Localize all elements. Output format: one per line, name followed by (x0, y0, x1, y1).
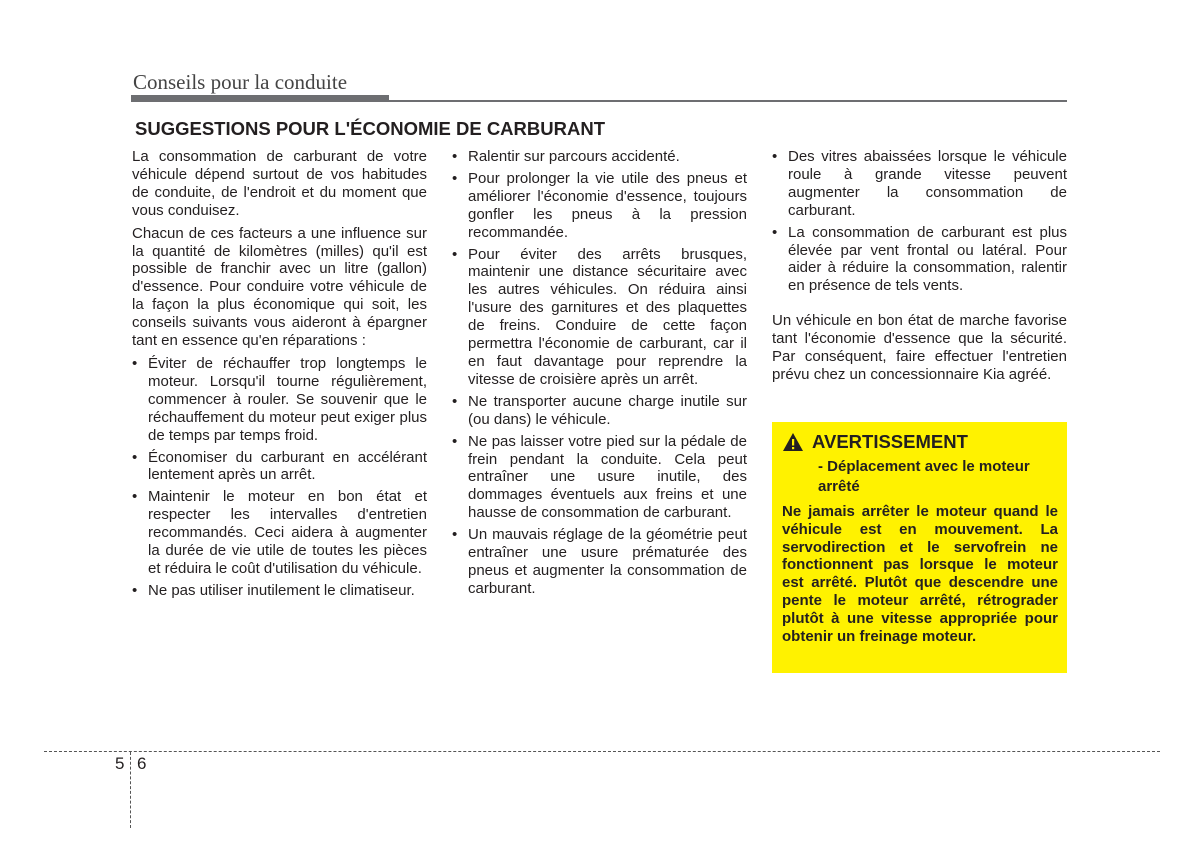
list-item-text: Ralentir sur parcours accidenté. (468, 148, 680, 165)
list-item (452, 526, 747, 598)
list-item-text: Ne pas utiliser inutilement le climatiseur. (148, 581, 415, 599)
list-item (132, 355, 427, 445)
footer-divider (44, 751, 1160, 752)
page-number: 6 (137, 754, 147, 773)
bullet-glyph: • (452, 392, 458, 410)
list-item-text: Ne pas laisser votre pied sur la pédale de frein pendant la conduite. Cela peut entraîner une usure inutile, des dommages éventuels aux freins et une hausse de consommation de carburant. (468, 432, 747, 522)
bullet-glyph: • (132, 448, 138, 466)
footer-vertical-divider (130, 752, 131, 828)
chapter-number: 5 (115, 754, 125, 773)
list-item (452, 148, 747, 166)
section-title: SUGGESTIONS POUR L'ÉCONOMIE DE CARBURANT (135, 118, 606, 139)
factors-paragraph: Chacun de ces facteurs a une influence sur la quantité de kilomètres (milles) qu'il est possible de franchir avec un litre (gallon) d'essence. Pour conduire votre véhicule de la façon la plus économique qui soit, les conseils suivants vous aideront à épargner tant en essence qu'en réparations : (132, 224, 427, 350)
text-column-2 (452, 148, 747, 602)
bullet-glyph: • (452, 245, 458, 263)
list-item (452, 246, 747, 389)
bullet-glyph: • (132, 354, 138, 372)
list-item (452, 170, 747, 242)
list-item-text: Pour éviter des arrêts brusques, maintenir une distance sécuritaire avec les autres véhicules. On réduira ainsi l'usure des garnitures et des plaquettes de freins. Conduire de cette façon permettra l'économie de carburant, car il en faut davantage pour reprendre la vitesse de croisière après un arrêt. (468, 245, 747, 388)
warning-body: Ne jamais arrêter le moteur quand le véhicule est en mouvement. La servodirection et le servofrein ne fonctionnent pas lorsque le moteur est arrêté. Plutôt que descendre une pente le moteur arrêté, rétrograder plutôt à une vitesse appropriée pour obtenir un freinage moteur. (782, 503, 1058, 645)
list-item (452, 393, 747, 429)
list-item (132, 582, 427, 600)
page-header-title: Conseils pour la conduite (133, 70, 348, 94)
list-item-text: Des vitres abaissées lorsque le véhicule roule à grande vitesse peuvent augmenter la consommation de carburant. (788, 148, 1067, 219)
bullet-glyph: • (452, 432, 458, 450)
list-item-text: La consommation de carburant est plus élevée par vent frontal ou latéral. Pour aider à réduire la consommation, ralentir en présence de tels vents. (788, 223, 1067, 295)
warning-box (772, 422, 1067, 673)
bullet-glyph: • (452, 148, 458, 165)
list-item (772, 224, 1067, 296)
list-item (772, 148, 1067, 220)
bullet-glyph: • (452, 526, 458, 544)
list-item-text: Économiser du carburant en accélérant lentement après un arrêt. (148, 448, 427, 484)
list-item-text: Un mauvais réglage de la géométrie peut entraîner une usure prématurée des pneus et augmenter la consommation de carburant. (468, 526, 747, 597)
list-item (452, 433, 747, 523)
list-item-text: Éviter de réchauffer trop longtemps le moteur. Lorsqu'il tourne régulièrement, commencer à rouler. Se souvenir que le réchauffement du moteur peut exiger plus de temps par temps froid. (148, 354, 427, 444)
bullet-glyph: • (132, 488, 138, 506)
header-rule-thin (389, 100, 1067, 102)
bullet-glyph: • (772, 148, 778, 165)
tips-list-2 (452, 148, 747, 598)
maintenance-paragraph: Un véhicule en bon état de marche favorise tant l'économie d'essence que la sécurité. Par conséquent, faire effectuer l'entretien prévu chez un concessionnaire Kia agréé. (772, 312, 1067, 383)
text-column-1 (132, 148, 427, 604)
warning-subtitle: - Déplacement avec le moteur arrêté (818, 458, 1030, 495)
warning-triangle-icon (782, 432, 804, 452)
header-rule-thick (131, 95, 389, 102)
list-item (132, 488, 427, 578)
bullet-glyph: • (772, 223, 778, 241)
list-item-text: Pour prolonger la vie utile des pneus et améliorer l'économie d'essence, toujours gonfler les pneus à la pression recommandée. (468, 169, 747, 241)
tips-list-1 (132, 355, 427, 600)
list-item-text: Ne transporter aucune charge inutile sur (ou dans) le véhicule. (468, 392, 747, 428)
warning-title: AVERTISSEMENT (812, 431, 968, 452)
warning-header (782, 431, 1058, 453)
list-item (132, 449, 427, 485)
text-column-3 (772, 148, 1067, 389)
bullet-glyph: • (452, 169, 458, 187)
bullet-glyph: • (132, 581, 138, 599)
list-item-text: Maintenir le moteur en bon état et respecter les intervalles d'entretien recommandés. Ceci aidera à augmenter la durée de vie utile de toutes les pièces et réduira le coût d'utilisation du véhicule. (148, 488, 427, 577)
intro-paragraph: La consommation de carburant de votre véhicule dépend surtout de vos habitudes de conduite, de l'endroit et du moment que vous conduisez. (132, 148, 427, 219)
tips-list-3 (772, 148, 1067, 295)
